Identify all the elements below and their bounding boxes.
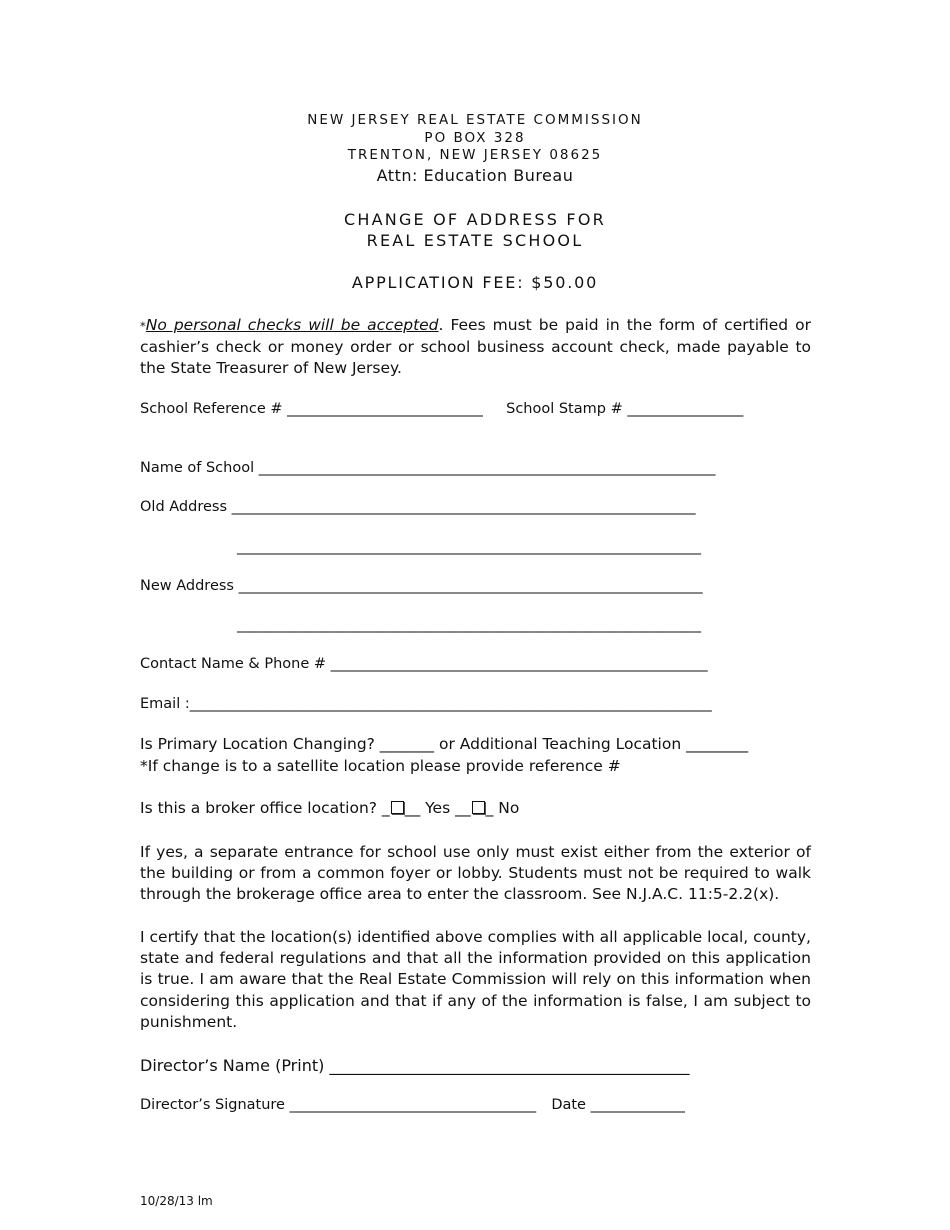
header-pobox: PO BOX 328 (424, 130, 526, 146)
certification-paragraph: I certify that the location(s) identified above complies with all applicable local, county, state and federal regulations and that all the information provided on this application is true. I am aware that the Real Estate Commission will rely on this information when considering this application and that if any of the information is false, I am subject to punishment. (140, 928, 811, 1031)
broker-question: Is this a broker office location? _ (140, 799, 390, 817)
director-signature-row (140, 1097, 685, 1113)
footer-code: 10/28/13 lm (140, 1194, 213, 1208)
contact-field[interactable]: Contact Name & Phone # ____________________________________________________ (140, 656, 708, 672)
email-field[interactable]: Email :________________________________________________________________________ (140, 696, 712, 712)
notice-text: . Fees must be paid in the form of certified or cashier’s check or money order or school business account check, made payable to the State Treasurer of New Jersey. (140, 316, 811, 378)
school-reference-row (140, 401, 743, 417)
header-org: NEW JERSEY REAL ESTATE COMMISSION (307, 112, 643, 128)
date-field[interactable]: Date _____________ (551, 1097, 685, 1113)
school-stamp-field[interactable]: School Stamp # ________________ (506, 401, 744, 417)
new-address-field[interactable]: New Address ________________________________________________________________ (140, 578, 703, 594)
director-signature-field[interactable]: Director’s Signature __________________________________ (140, 1097, 537, 1113)
broker-no-blank: _ (485, 799, 494, 817)
payment-notice (140, 315, 811, 380)
broker-no-label: No (498, 799, 520, 817)
director-name-field[interactable]: Director’s Name (Print) _____________________________________________ (140, 1056, 690, 1075)
application-fee: APPLICATION FEE: $50.00 (351, 273, 599, 292)
broker-yes-label: Yes __ (425, 799, 471, 817)
primary-location-field[interactable]: Is Primary Location Changing? _______ or Additional Teaching Location ________ (140, 735, 749, 753)
school-name-field[interactable]: Name of School _______________________________________________________________ (140, 460, 716, 476)
broker-yes-blank: __ (404, 799, 421, 817)
notice-asterisk: * (140, 319, 146, 333)
form-title-line1: CHANGE OF ADDRESS FOR (344, 210, 606, 229)
entrance-paragraph: If yes, a separate entrance for school use only must exist either from the exterior of the building or from a common foyer or lobby. Students must not be required to walk through the brokerage office area to enter the classroom. See N.J.A.C. 11:5-2.2(x). (140, 843, 811, 904)
school-reference-field[interactable]: School Reference # ___________________________ (140, 401, 483, 417)
broker-office-row (140, 799, 519, 817)
old-address-field[interactable]: Old Address ________________________________________________________________ (140, 499, 696, 515)
new-address-line2-field[interactable]: ________________________________________________________________ (237, 617, 701, 633)
header-attn: Attn: Education Bureau (376, 166, 574, 185)
form-title-line2: REAL ESTATE SCHOOL (366, 231, 584, 250)
old-address-line2-field[interactable]: ________________________________________________________________ (237, 539, 701, 555)
satellite-note: *If change is to a satellite location please provide reference # (140, 757, 621, 775)
notice-emphasis: No personal checks will be accepted (145, 316, 439, 334)
broker-yes-checkbox[interactable] (391, 801, 404, 814)
broker-no-checkbox[interactable] (472, 801, 485, 814)
header-city: TRENTON, NEW JERSEY 08625 (347, 147, 603, 163)
